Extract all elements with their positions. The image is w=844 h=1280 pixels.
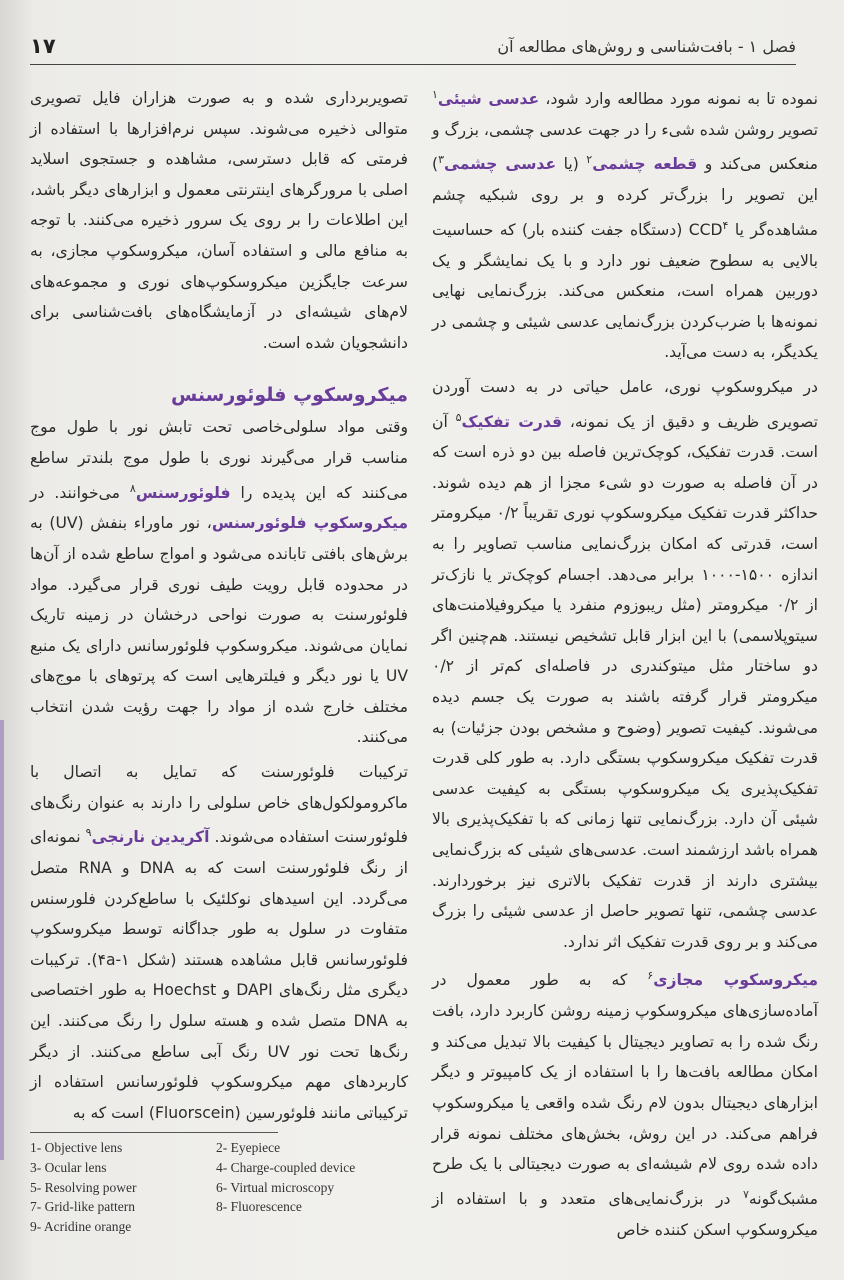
footnote-ref: ۵ bbox=[455, 410, 462, 424]
paragraph bbox=[30, 412, 408, 753]
footnote-ref: ۹ bbox=[85, 826, 92, 840]
text: وقتی مواد سلولی‌خاصی تحت تابش نور با طول موج مناسب قرار می‌گیرند نوری با طول موج بلندتر ساطع می‌کنند که این پدیده را bbox=[30, 418, 409, 502]
text: در میکروسکوپ نوری، عامل حیاتی در به دست آوردن تصویری ظریف و دقیق از یک نمونه، bbox=[432, 377, 818, 431]
term-virtual-microscopy: میکروسکوپ مجازی bbox=[653, 971, 819, 990]
running-header bbox=[30, 34, 796, 65]
term-ocular-lens: عدسی چشمی bbox=[444, 155, 557, 174]
footnote-item: 6- Virtual microscopy bbox=[216, 1179, 335, 1195]
footnote-item: 1- Objective lens bbox=[30, 1140, 123, 1155]
footnote-item: 4- Charge-coupled device bbox=[216, 1159, 356, 1175]
text: تصویر روشن شده شیء را در جهت عدسی چشمی، بزرگ و منعکس می‌کند و bbox=[432, 120, 818, 174]
text: که به طور معمول در آماده‌سازی‌های میکروسکوپ زمینه روشن کاربرد دارد، بافت رنگ شده را به تصاویر دیجیتال با کیفیت بالا تبدیل می‌کند و امکان مطالعه بافت‌ها را با استفاده از یک کامپیوتر و دیگر ابزارهای دیجیتال بدون لام رنگ شده واقعی یا میکروسکوپ فراهم می‌کند. در این روش، بخش‌های مختلف نمونه قرار داده شده روی لام شیشه‌ای به صورت دیجیتالی با یک طرح مشبک‌گونه bbox=[432, 971, 818, 1208]
page-number: ۱۷ bbox=[30, 34, 56, 58]
term-eyepiece: قطعه چشمی bbox=[592, 155, 698, 174]
text: (دستگاه جفت کننده بار) که حساسیت بالایی به سطوح ضعیف نور دارد و با یک نمایشگر و یک دوربین همراه است، منعکس می‌کند. بزرگ‌نمایی نهایی نمونه‌ها با ضرب‌کردن بزرگ‌نمایی عدسی شیئی و چشمی در یکدیگر، به دست می‌آید. bbox=[432, 220, 818, 362]
footnote-item bbox=[216, 1217, 390, 1237]
footnote-ref: ۶ bbox=[647, 969, 654, 983]
text: در بزرگ‌نمایی‌های متعدد و با استفاده از میکروسکوپ اسکن کننده خاص bbox=[432, 1189, 818, 1239]
footnote-ref: ۷ bbox=[742, 1187, 749, 1201]
text: آن است. قدرت تفکیک، کوچک‌ترین فاصله بین دو ذره است که در آن فاصله به صورت دو شیء مجزا از هم دیده شوند. حداکثر قدرت تفکیک میکروسکوپ نوری تقریباً ۰/۲ میکرومتر است، قدرتی که امکان بزرگ‌نمایی مناسب تصاویر را به اندازه ۱۵۰۰-۱۰۰۰ برابر می‌دهد. اجسام کوچک‌تر یا نازک‌تر از ۰/۲ میکرومتر (مثل ریبوزوم منفرد یا میکروفیلامنت‌های سیتوپلاسمی) با این ابزار قابل تشخیص نیستند. هم‌چنین اگر دو ساختار مثل میتوکندری در فاصله‌ای کم‌تر از ۰/۲ میکرومتر قرار گرفته باشند به صورت یک جسم دیده می‌شوند. کیفیت تصویر (وضوح و مشخص بودن جزئیات) به قدرت تفکیک میکروسکوپ بستگی دارد. به طور کلی قدرت تفکیک‌پذیری یک میکروسکوپ بستگی به کیفیت عدسی شیئی آن دارد. بزرگ‌نمایی تنها زمانی که با تفکیک‌پذیری بالا همراه باشد ارزشمند است. عدسی‌های شیئی که بزرگ‌نمایی بیشتری دارند از قدرت تفکیک بالاتری نیز برخوردارند. عدسی چشمی، تنها تصویر حاصل از عدسی شیئی را بزرگ می‌کند و بر روی قدرت تفکیک اثر ندارد. bbox=[432, 412, 818, 951]
left-column bbox=[30, 83, 408, 1132]
footnote-ref: ۸ bbox=[129, 481, 136, 495]
text: ) این تصویر را بزرگ‌تر کرده و بر روی شبکیه چشم مشاهده‌گر یا CCD bbox=[432, 155, 818, 239]
footnote-item: 9- Acridine orange bbox=[30, 1219, 132, 1235]
footnote-item: 2- Eyepiece bbox=[216, 1140, 281, 1155]
footnote-ref: ۳ bbox=[438, 153, 445, 167]
paragraph bbox=[432, 961, 818, 1245]
footnote-ref: ۱ bbox=[432, 88, 438, 101]
term-fluorescence-microscope: میکروسکوپ فلوئورسنس bbox=[211, 514, 408, 533]
right-column bbox=[432, 80, 818, 1249]
footnote-item: 3- Ocular lens bbox=[30, 1159, 107, 1175]
section-heading: میکروسکوپ فلوئورسنس bbox=[171, 384, 408, 407]
paragraph bbox=[432, 80, 818, 368]
paragraph: تصویربرداری شده و به صورت هزاران فایل تصویری متوالی ذخیره می‌شوند. سپس نرم‌افزارها با استفاده از فرمتی که قابل دسترسی، مشاهده و جستجوی اسلاید اصلی با مرورگرهای اینترنتی معمول و ابزارهای دیگر باشد، این اطلاعات را بر روی یک سرور ذخیره می‌کنند. با توجه به منافع مالی و استفاده آسان، میکروسکوپ مجازی، به سرعت جایگزین میکروسکوپ‌های نوری و مجموعه‌های لام‌های شیشه‌ای در آزمایشگاه‌های بافت‌شناسی برای دانشجویان شده است. bbox=[30, 89, 408, 352]
text: ، نور ماوراء بنفش (UV) به برش‌های بافتی تابانده می‌شود و امواج ساطع شده از آن‌ها در محدوده قابل رویت طیف نوری قرار می‌گیرد. مواد فلوئورسنت به صورت نواحی درخشان در زمینه تاریک نمایان می‌شوند. میکروسکوپ فلوئورسانس دارای یک منبع UV یا نور دیگر و فیلترهایی است که پرتوهای با موج‌های مختلف خارج شده از مواد را جهت رؤیت شدن انتخاب می‌کنند. bbox=[30, 514, 408, 747]
page-edge-tab bbox=[0, 720, 4, 1160]
term-fluorescence: فلوئورسنس bbox=[135, 483, 231, 502]
chapter-title: فصل ۱ - بافت‌شناسی و روش‌های مطالعه آن bbox=[497, 37, 796, 56]
text: می‌خوانند. در bbox=[30, 483, 120, 502]
text: ترکیبات فلوئورسنت که تمایل به اتصال با ماکرومولکول‌های خاص سلولی را دارند به عنوان رنگ‌های فلوئورسنت استفاده می‌شوند. bbox=[30, 763, 408, 847]
term-objective-lens: عدسی شیئی bbox=[437, 90, 540, 109]
paragraph bbox=[30, 757, 408, 1128]
footnote-item: 5- Resolving power bbox=[30, 1179, 137, 1195]
footnote-ref: ۲ bbox=[586, 153, 593, 167]
text: نموده تا به نمونه مورد مطالعه وارد شود، bbox=[545, 90, 818, 109]
footnotes bbox=[30, 1138, 390, 1237]
footnote-item: 8- Fluorescence bbox=[216, 1199, 302, 1215]
term-acridine-orange: آکریدین نارنجی bbox=[91, 828, 210, 847]
term-resolving-power: قدرت تفکیک bbox=[461, 412, 563, 431]
footnote-divider bbox=[30, 1132, 278, 1133]
footnote-ref: ۴ bbox=[722, 218, 729, 232]
text: (یا bbox=[563, 155, 579, 174]
text: نمونه‌ای از رنگ فلوئورسنت است که به DNA و RNA متصل می‌گردد. این اسیدهای نوکلئیک با ساطع‌کردن فلورسنس متفاوت در سلول به طور جداگانه توسط میکروسکوپ فلوئورسانس قابل مشاهده هستند (شکل ۱-۴a). ترکیبات دیگری مثل رنگ‌های DAPI و Hoechst به طور اختصاصی به DNA متصل شده و هسته سلول را رنگ می‌کنند. این رنگ‌ها تحت نور UV رنگ آبی ساطع می‌کنند. از دیگر کاربردهای مهم میکروسکوپ فلوئورسانس استفاده از ترکیباتی مانند فلوئورسین (Fluorscein) است که به bbox=[30, 828, 409, 1122]
footnote-item: 7- Grid-like pattern bbox=[30, 1199, 135, 1215]
paragraph bbox=[432, 372, 818, 957]
